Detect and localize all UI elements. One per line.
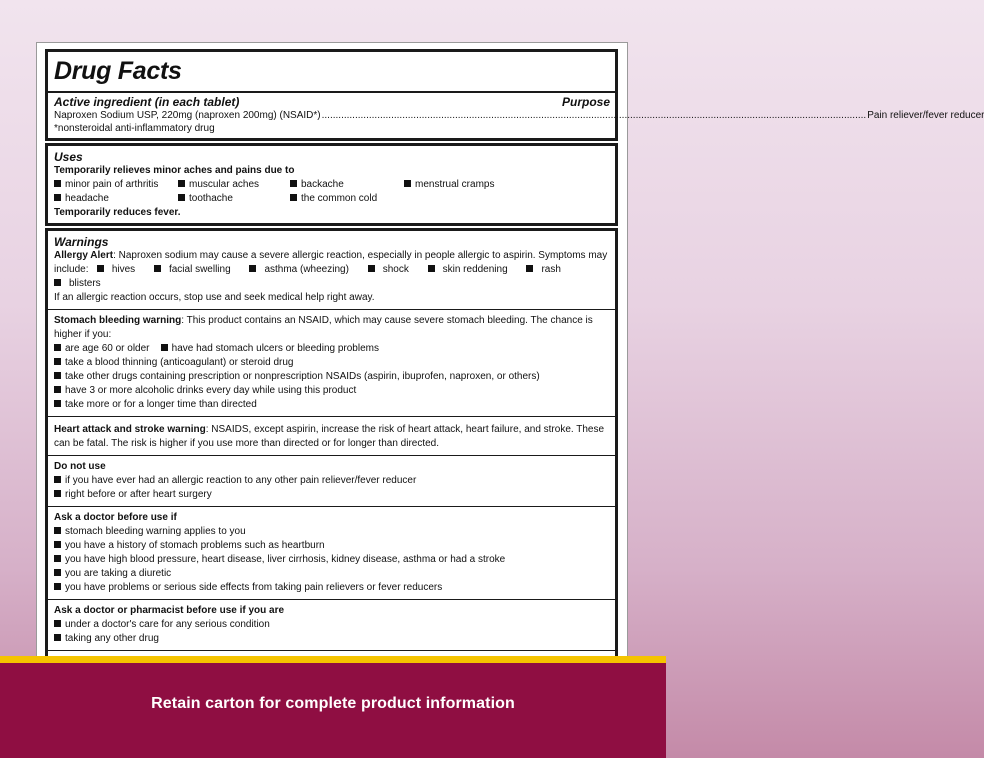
list-item: muscular aches [178, 178, 290, 192]
bullet-icon [54, 541, 61, 548]
uses-list [54, 178, 610, 206]
bullet-icon [154, 265, 161, 272]
bullet-icon [249, 265, 256, 272]
bullet-icon [54, 372, 61, 379]
bullet-icon [368, 265, 375, 272]
heart-text: : NSAIDS, except aspirin, increase the risk of heart attack, heart failure, and stroke. These can be fatal. The risk is higher if you use more than directed or for longer than directed. [54, 424, 605, 449]
bullet-icon [54, 194, 61, 201]
bullet-icon [54, 583, 61, 590]
list-item: you have a history of stomach problems such as heartburn [54, 539, 610, 553]
bullet-icon [290, 194, 297, 201]
ask-doctor-section [48, 506, 615, 595]
bullet-icon [54, 620, 61, 627]
uses-intro: Temporarily relieves minor aches and pains due to [54, 165, 295, 176]
list-item: backache [290, 178, 404, 192]
bullet-icon [54, 358, 61, 365]
list-item: take a blood thinning (anticoagulant) or steroid drug [54, 356, 610, 370]
bullet-icon [54, 400, 61, 407]
footer-text: Retain carton for complete product information [151, 695, 515, 712]
list-item: are age 60 or older have had stomach ulcers or bleeding problems [54, 342, 610, 356]
bullet-icon [54, 386, 61, 393]
drug-facts-box [45, 49, 984, 141]
list-item: rash [526, 264, 568, 275]
stomach-label: Stomach bleeding warning [54, 315, 182, 326]
bullet-icon [54, 279, 61, 286]
list-item: under a doctor's care for any serious condition [54, 618, 610, 632]
bullet-icon [178, 194, 185, 201]
bullet-icon [54, 555, 61, 562]
list-item: you are taking a diuretic [54, 567, 610, 581]
allergy-label: Allergy Alert [54, 250, 114, 261]
bullet-icon [54, 527, 61, 534]
list-item: menstrual cramps [404, 178, 554, 192]
list-item: taking any other drug [54, 632, 610, 646]
allergy-alert [54, 249, 610, 305]
warnings-box [45, 228, 618, 670]
list-item: stomach bleeding warning applies to you [54, 525, 610, 539]
active-ingredient-header-row [54, 95, 610, 109]
bullet-icon [54, 634, 61, 641]
footnote: *nonsteroidal anti-inflammatory drug [54, 123, 215, 134]
list-item: facial swelling [154, 264, 239, 275]
bullet-icon [54, 476, 61, 483]
bullet-icon [97, 265, 104, 272]
bullet-icon [54, 180, 61, 187]
list-item: have 3 or more alcoholic drinks every day while using this product [54, 384, 610, 398]
do-not-use-title: Do not use [54, 461, 106, 472]
active-ingredient-line [54, 109, 984, 122]
list-item: the common cold [290, 192, 404, 206]
list-item: minor pain of arthritis [54, 178, 178, 192]
uses-outro: Temporarily reduces fever. [54, 207, 181, 218]
bullet-icon [54, 490, 61, 497]
list-item: right before or after heart surgery [54, 488, 610, 502]
uses-box [45, 143, 618, 226]
stomach-warning [48, 309, 615, 412]
purpose-heading: Purpose [561, 95, 610, 109]
list-item: headache [54, 192, 178, 206]
bullet-icon [290, 180, 297, 187]
heart-warning [48, 416, 615, 451]
divider [48, 91, 616, 93]
ask-pharmacist-section [48, 599, 615, 646]
list-item: you have problems or serious side effects from taking pain relievers or fever reducers [54, 581, 610, 595]
list-item: blisters [54, 278, 109, 289]
list-item: skin reddening [428, 264, 516, 275]
bullet-icon [161, 344, 168, 351]
bullet-icon [178, 180, 185, 187]
list-item: take other drugs containing prescription or nonprescription NSAIDs (aspirin, ibuprofen, naproxen, or others) [54, 370, 610, 384]
heart-label: Heart attack and stroke warning [54, 424, 206, 435]
allergy-symptom-list [54, 264, 577, 289]
ask-pharmacist-title: Ask a doctor or pharmacist before use if you are [54, 605, 285, 616]
list-item: take more or for a longer time than directed [54, 398, 610, 412]
list-item: hives [97, 264, 143, 275]
ask-doctor-title: Ask a doctor before use if [54, 512, 177, 523]
yellow-stripe [0, 656, 666, 663]
bullet-icon [526, 265, 533, 272]
list-item: you have high blood pressure, heart disease, liver cirrhosis, kidney disease, asthma or had a stroke [54, 553, 610, 567]
list-item: toothache [178, 192, 290, 206]
bullet-icon [54, 569, 61, 576]
list-item: if you have ever had an allergic reaction to any other pain reliever/fever reducer [54, 474, 610, 488]
drug-facts-title: Drug Facts [54, 57, 182, 85]
bullet-icon [404, 180, 411, 187]
bullet-icon [54, 344, 61, 351]
list-item: shock [368, 264, 417, 275]
allergy-outro: If an allergic reaction occurs, stop use and seek medical help right away. [54, 292, 375, 303]
list-item: asthma (wheezing) [249, 264, 356, 275]
bullet-icon [428, 265, 435, 272]
do-not-use-section [48, 455, 615, 502]
warnings-title: Warnings [54, 235, 109, 249]
allergy-text: : Naproxen sodium may cause a severe allergic reaction, especially in people allergic to aspirin. Symptoms may include: [54, 250, 608, 275]
uses-title: Uses [54, 150, 83, 164]
active-ingredient-text: Naproxen Sodium USP, 220mg (naproxen 200mg) (NSAID*) [54, 110, 321, 121]
stomach-text: : This product contains an NSAID, which may cause severe stomach bleeding. The chance is higher if you: [54, 315, 593, 340]
active-ingredient-heading: Active ingredient (in each tablet) [54, 95, 240, 109]
leader-dots: .................................................................................................................................................................................................... [321, 110, 867, 121]
purpose-text: Pain reliever/fever reducer [867, 110, 984, 121]
